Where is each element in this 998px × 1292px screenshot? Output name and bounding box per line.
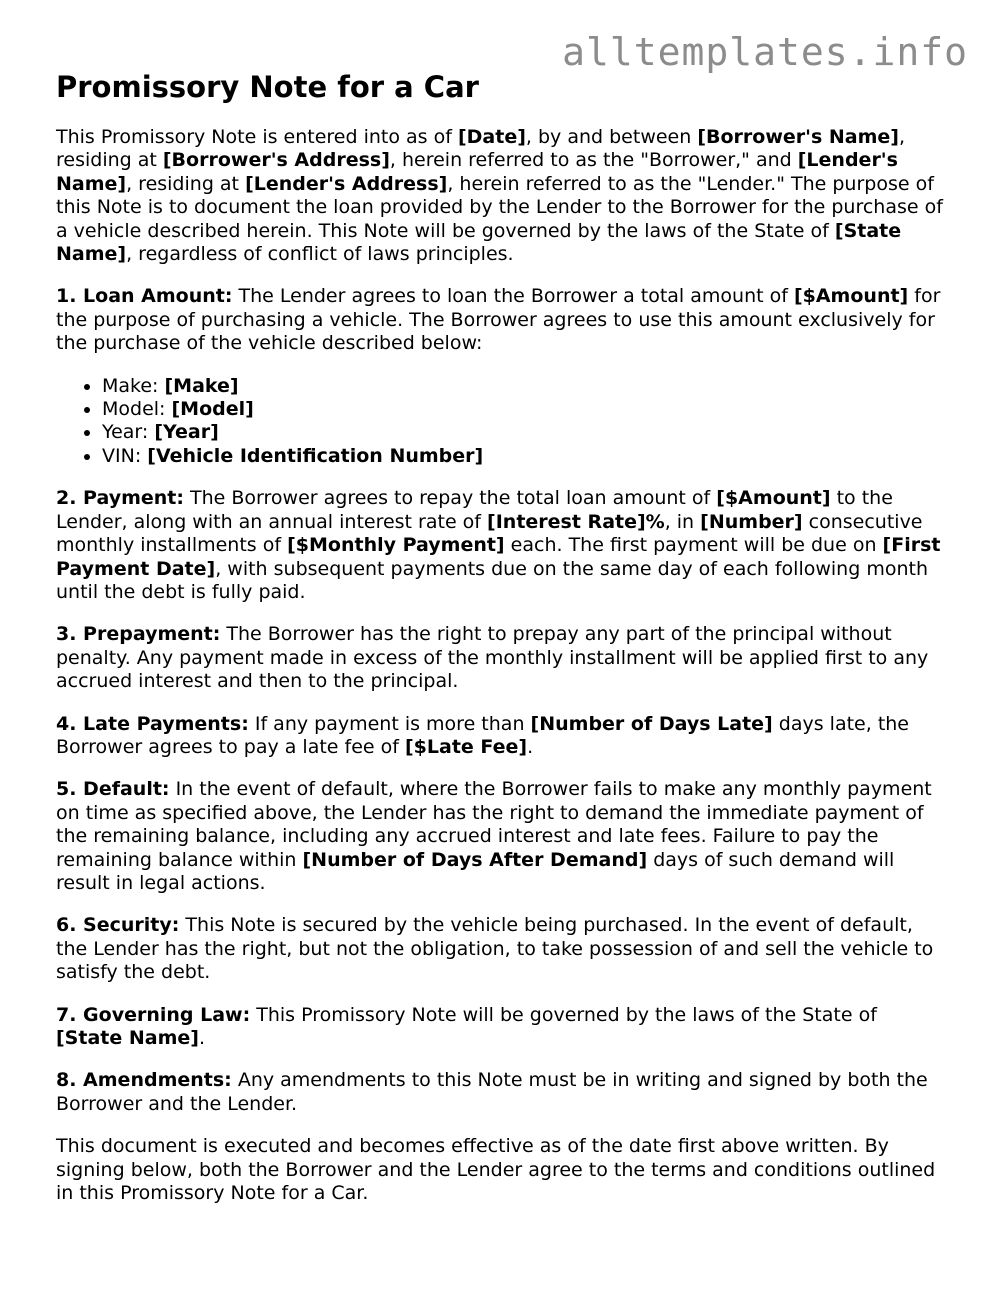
section-default [56, 778, 948, 895]
section-heading: 2. Payment: [56, 487, 184, 510]
intro-text: , regardless of conflict of laws principles. [126, 243, 514, 266]
list-item [102, 375, 948, 398]
vehicle-make-placeholder: [Make] [164, 374, 239, 397]
section-text: days of such demand will result in legal actions. [56, 848, 895, 894]
section-loan-amount [56, 285, 948, 355]
section-prepayment [56, 623, 948, 693]
section-heading: 5. Default: [56, 778, 170, 801]
section-heading: 3. Prepayment: [56, 623, 221, 646]
section-security [56, 914, 948, 984]
section-heading: 1. Loan Amount: [56, 285, 233, 308]
section-text: to the Lender, along with an annual interest rate of [56, 487, 893, 533]
borrower-address-placeholder: [Borrower's Address] [162, 149, 390, 172]
days-after-demand-placeholder: [Number of Days After Demand] [302, 848, 648, 871]
vehicle-make-label: Make: [102, 374, 165, 397]
section-amendments [56, 1069, 948, 1116]
list-item [102, 421, 948, 444]
document-title: Promissory Note for a Car [56, 70, 479, 104]
vehicle-details-list [56, 375, 948, 469]
intro-paragraph [56, 126, 948, 266]
section-text: each. The first payment will be due on [504, 534, 883, 557]
section-text: . [198, 1027, 205, 1049]
intro-text: , residing at [126, 172, 246, 195]
section-late-payments [56, 713, 948, 760]
list-item [102, 445, 948, 468]
intro-text: , by and between [525, 126, 698, 148]
section-text: This Promissory Note will be governed by the laws of the State of [250, 1003, 877, 1026]
section-heading: 4. Late Payments: [56, 712, 249, 735]
amount-placeholder: [$Amount] [716, 487, 831, 510]
interest-rate-placeholder: [Interest Rate]% [487, 510, 665, 533]
state-placeholder: [State Name] [56, 1027, 199, 1049]
vehicle-year-label: Year: [102, 421, 155, 444]
section-heading: 8. Amendments: [56, 1069, 232, 1092]
lender-address-placeholder: [Lender's Address] [245, 172, 448, 195]
amount-placeholder: [$Amount] [793, 285, 909, 308]
section-text: for the purpose of purchasing a vehicle. The Borrower agrees to use this amount exclusively for the purchase of the vehicle described below: [56, 285, 941, 355]
section-text: This Note is secured by the vehicle being purchased. In the event of default, the Lender has the right, but not the obligation, to take possession of and sell the vehicle to satisfy the debt. [56, 914, 934, 984]
section-text: The Lender agrees to loan the Borrower a total amount of [232, 285, 794, 308]
section-text: If any payment is more than [248, 712, 531, 735]
date-placeholder: [Date] [457, 126, 526, 148]
late-fee-placeholder: [$Late Fee] [405, 735, 528, 758]
vehicle-vin-placeholder: [Vehicle Identification Number] [147, 444, 484, 467]
section-payment [56, 487, 948, 604]
monthly-payment-placeholder: [$Monthly Payment] [287, 534, 505, 557]
lender-name-placeholder: [Lender's Name] [56, 149, 898, 195]
borrower-name-placeholder: [Borrower's Name] [697, 126, 899, 148]
section-text: The Borrower has the right to prepay any part of the principal without penalty. Any payment made in excess of the monthly installment will be applied first to any accrued interest and then to the principal. [56, 623, 929, 693]
intro-text: , residing at [56, 126, 906, 172]
intro-text: , herein referred to as the "Lender." The purpose of this Note is to document the loan provided by the Lender to the Borrower for the purchase of a vehicle described herein. This Note will be governed by the laws of the State of [56, 172, 943, 242]
document-page [56, 66, 948, 1205]
section-heading: 7. Governing Law: [56, 1003, 251, 1026]
section-text: Any amendments to this Note must be in writing and signed by both the Borrower and the Lender. [56, 1069, 928, 1115]
section-text: The Borrower agrees to repay the total loan amount of [183, 487, 717, 510]
vehicle-year-placeholder: [Year] [154, 421, 219, 444]
section-text: consecutive monthly installments of [56, 510, 923, 557]
intro-text: This Promissory Note is entered into as of [56, 126, 458, 148]
section-text: days late, the Borrower agrees to pay a late fee of [56, 712, 909, 758]
days-late-placeholder: [Number of Days Late] [530, 712, 773, 735]
closing-paragraph: This document is executed and becomes effective as of the date first above written. By signing below, both the Borrower and the Lender agree to the terms and conditions outlined in this Promissory Note for a Car. [56, 1135, 936, 1205]
watermark: alltemplates.info [562, 30, 968, 74]
section-text: , in [664, 510, 701, 533]
installments-number-placeholder: [Number] [700, 510, 803, 533]
vehicle-model-placeholder: [Model] [171, 398, 254, 421]
section-heading: 6. Security: [56, 914, 180, 937]
state-placeholder: [State Name] [56, 219, 902, 266]
vehicle-model-label: Model: [102, 398, 172, 421]
section-governing-law [56, 1004, 948, 1051]
section-text: . [527, 735, 534, 758]
list-item [102, 398, 948, 421]
intro-text: , herein referred to as the "Borrower," and [389, 149, 798, 172]
first-payment-date-placeholder: [First Payment Date] [56, 534, 941, 580]
vehicle-vin-label: VIN: [102, 444, 148, 467]
section-text: In the event of default, where the Borrower fails to make any monthly payment on time as specified above, the Lender has the right to demand the immediate payment of the remaining balance, including any accrued interest and late fees. Failure to pay the remaining balance within [56, 778, 932, 871]
section-text: , with subsequent payments due on the same day of each following month until the debt is fully paid. [56, 557, 928, 603]
